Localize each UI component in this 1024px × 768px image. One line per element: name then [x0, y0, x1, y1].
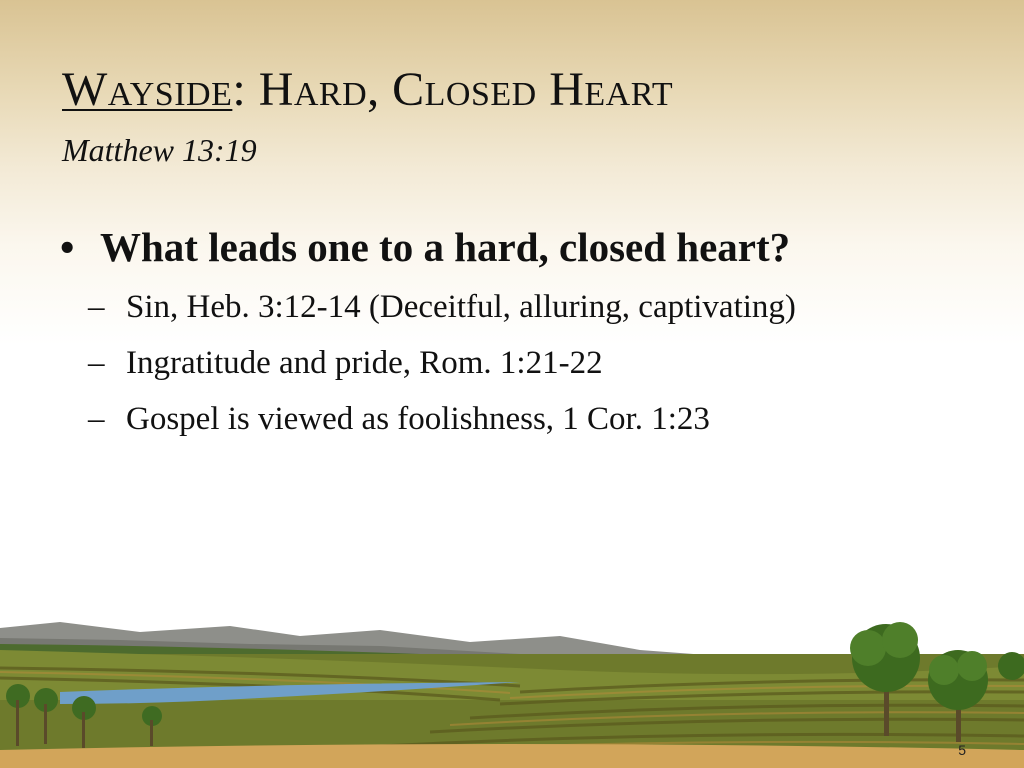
title-rest: : Hard, Closed Heart — [232, 63, 674, 116]
foreground-soil — [0, 744, 1024, 768]
dash-marker: – — [88, 345, 105, 381]
slide-subtitle: Matthew 13:19 — [62, 132, 257, 168]
page-number: 5 — [958, 742, 966, 758]
bullet-list — [60, 220, 920, 442]
sub-bullet-text: Sin, Heb. 3:12-14 (Deceitful, alluring, captivating) — [126, 289, 796, 325]
bullet-marker: • — [60, 224, 75, 270]
sub-bullet — [88, 284, 920, 330]
sub-bullet-text: Ingratitude and pride, Rom. 1:21-22 — [126, 345, 603, 381]
sub-bullet — [88, 340, 920, 386]
farmland-illustration — [0, 600, 1024, 768]
sub-bullet-text: Gospel is viewed as foolishness, 1 Cor. 1:23 — [126, 401, 710, 437]
sub-bullet — [88, 396, 920, 442]
title-keyword: Wayside — [62, 63, 233, 116]
dash-marker: – — [88, 289, 105, 325]
main-bullet — [60, 220, 920, 274]
slide-title — [62, 62, 673, 117]
main-bullet-text: What leads one to a hard, closed heart? — [100, 224, 791, 270]
dash-marker: – — [88, 401, 105, 437]
